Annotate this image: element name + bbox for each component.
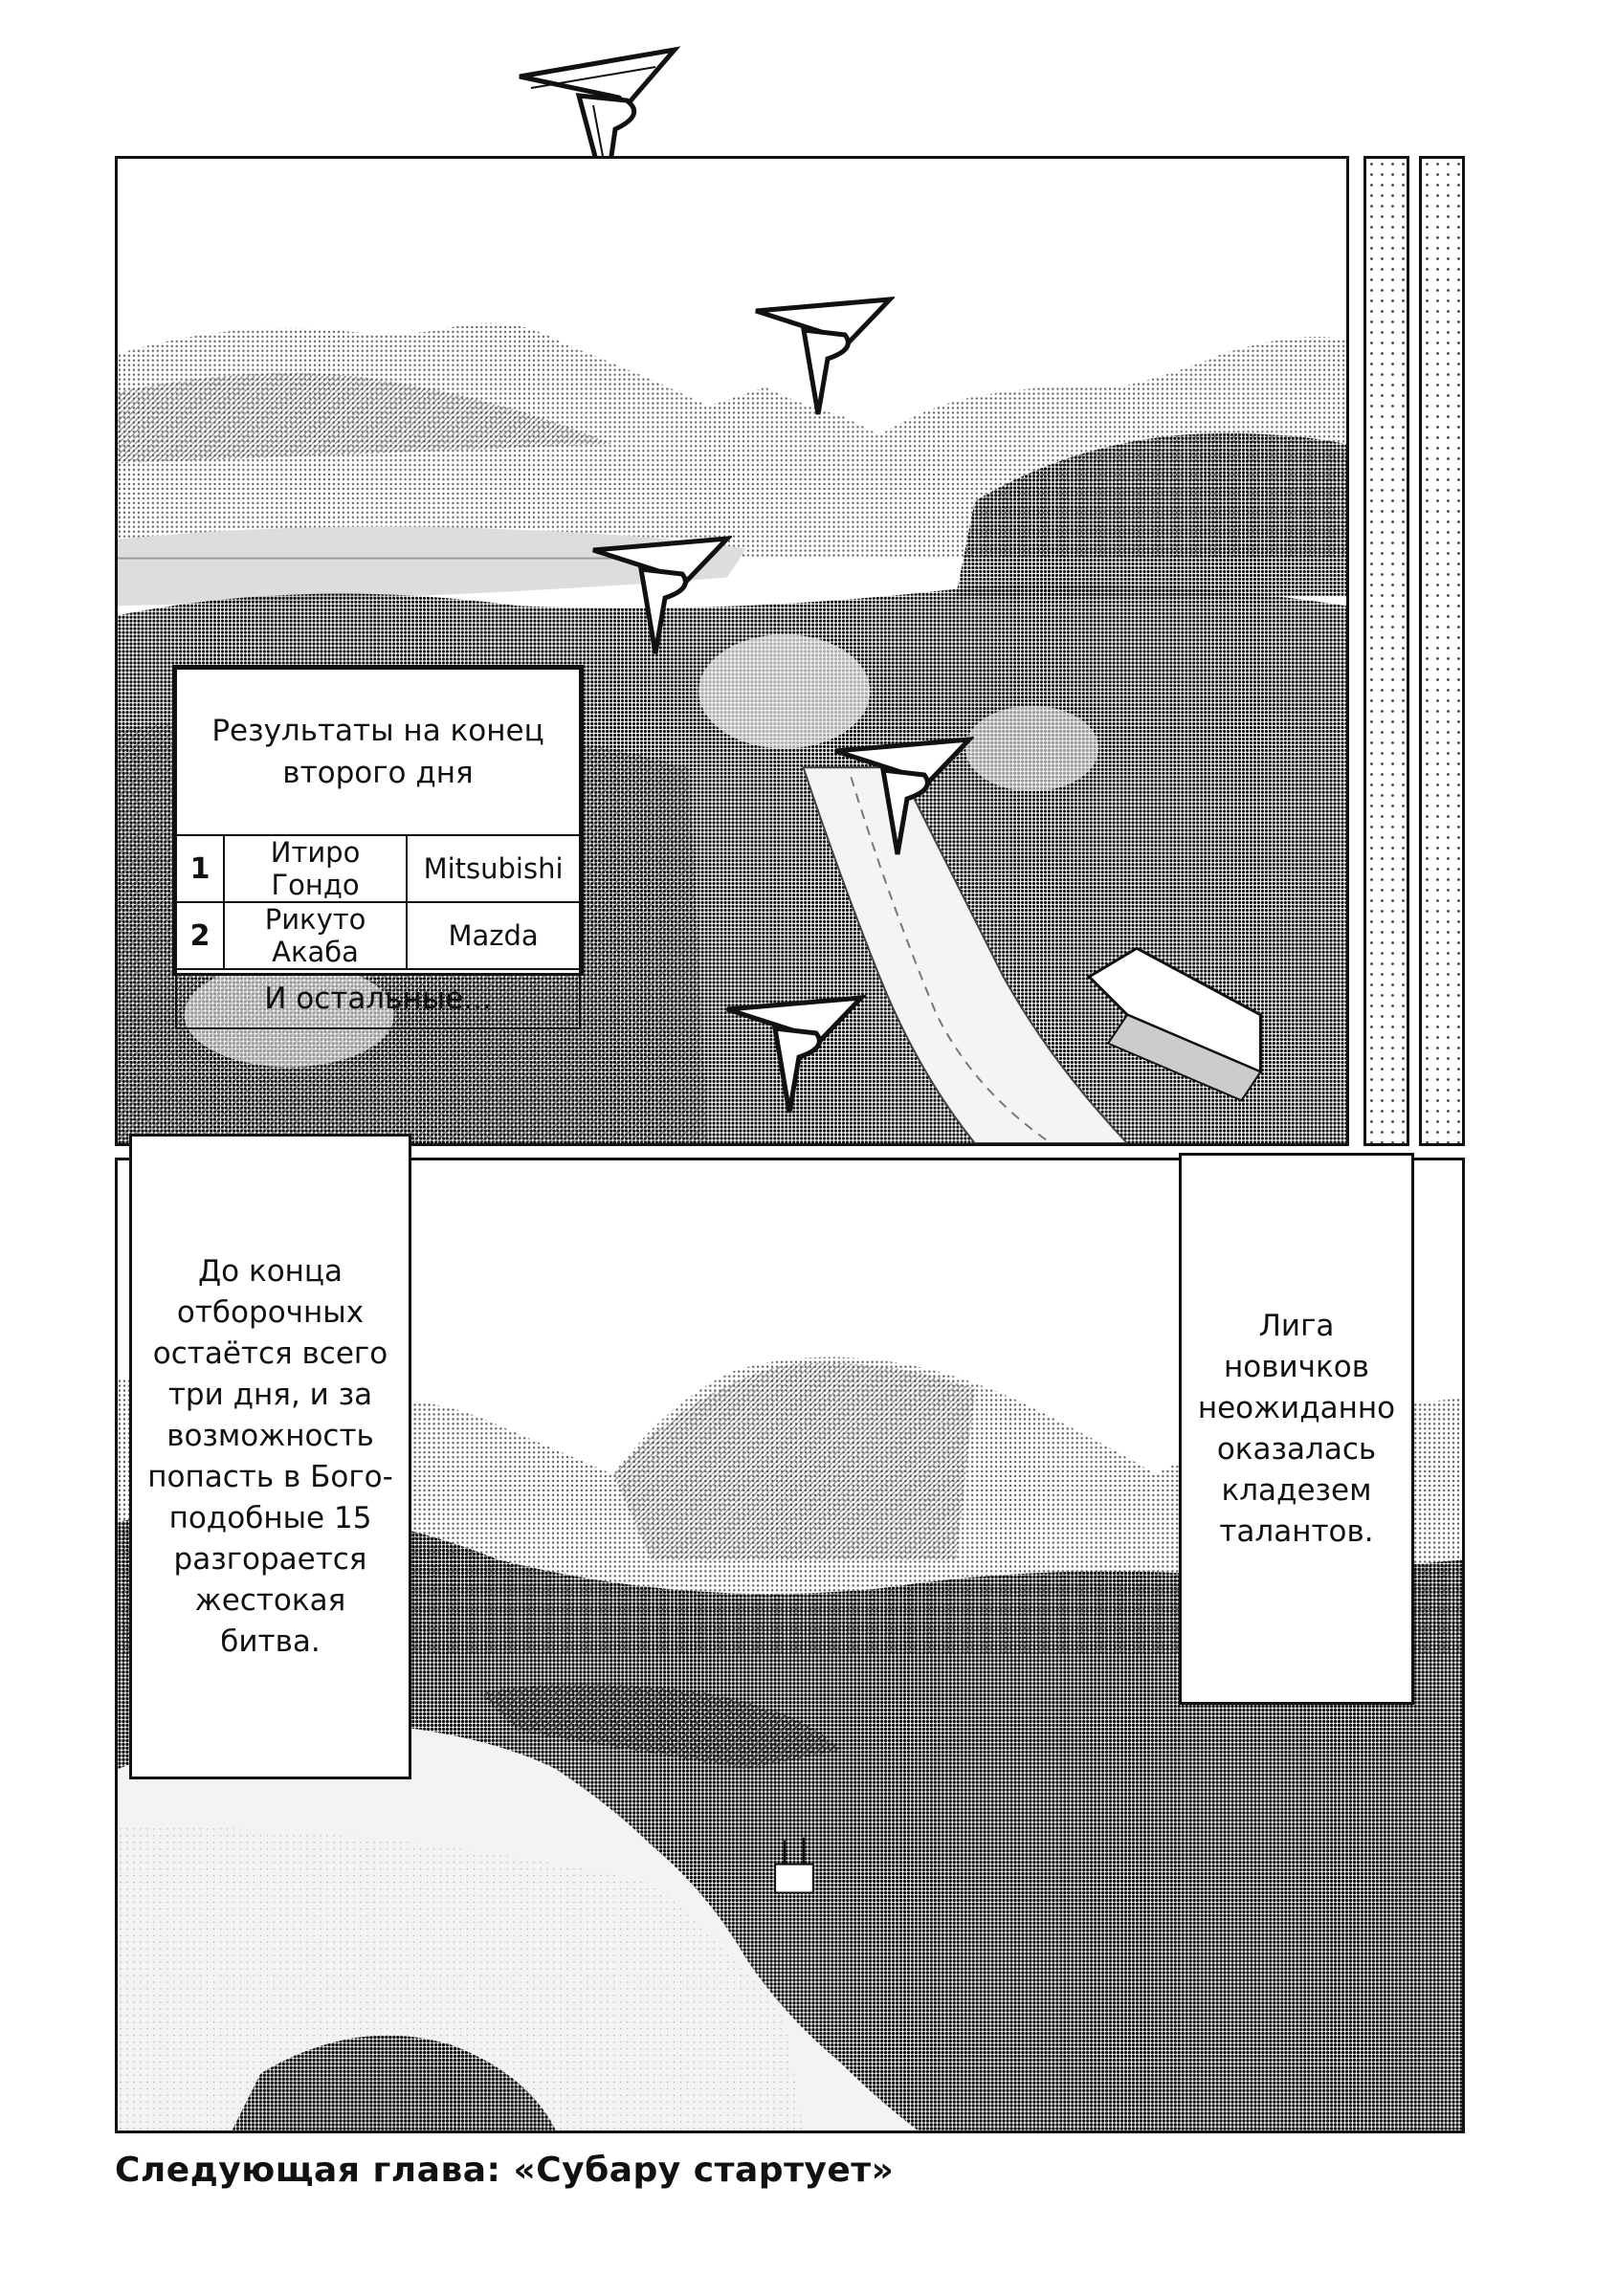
place-cell: 1 <box>176 835 224 902</box>
next-chapter-caption: Следующая глава: «Субару стартует» <box>115 2151 895 2190</box>
place-cell: 2 <box>176 902 224 969</box>
dotted-strip-right <box>1419 156 1465 1146</box>
narration-box-left <box>129 1134 411 1779</box>
table-row <box>176 835 580 902</box>
driver-name-cell: Рикуто Акаба <box>224 902 407 969</box>
dotted-strip-left <box>1363 156 1409 1146</box>
results-table <box>175 668 581 1029</box>
table-row <box>176 902 580 969</box>
narration-box-right <box>1179 1153 1414 1705</box>
results-rest: И остальные... <box>176 969 580 1028</box>
results-box <box>172 665 584 1016</box>
driver-name-cell: Итиро Гондо <box>224 835 407 902</box>
maker-cell: Mitsubishi <box>407 835 580 902</box>
sfx-mark <box>588 531 732 655</box>
results-title: Результаты на конец второго дня <box>176 669 580 835</box>
sfx-mark <box>722 990 866 1115</box>
maker-cell: Mazda <box>407 902 580 969</box>
sfx-mark <box>831 732 974 856</box>
narration-text-right: Лига новичков неожиданно оказалась кладезем талантов. <box>1197 1308 1396 1549</box>
narration-text-left: До конца отборочных остаётся всего три дня, и за возможность попасть в Бого-подобные 15 разгорается жестокая битва. <box>147 1253 393 1659</box>
sfx-mark <box>751 292 895 416</box>
